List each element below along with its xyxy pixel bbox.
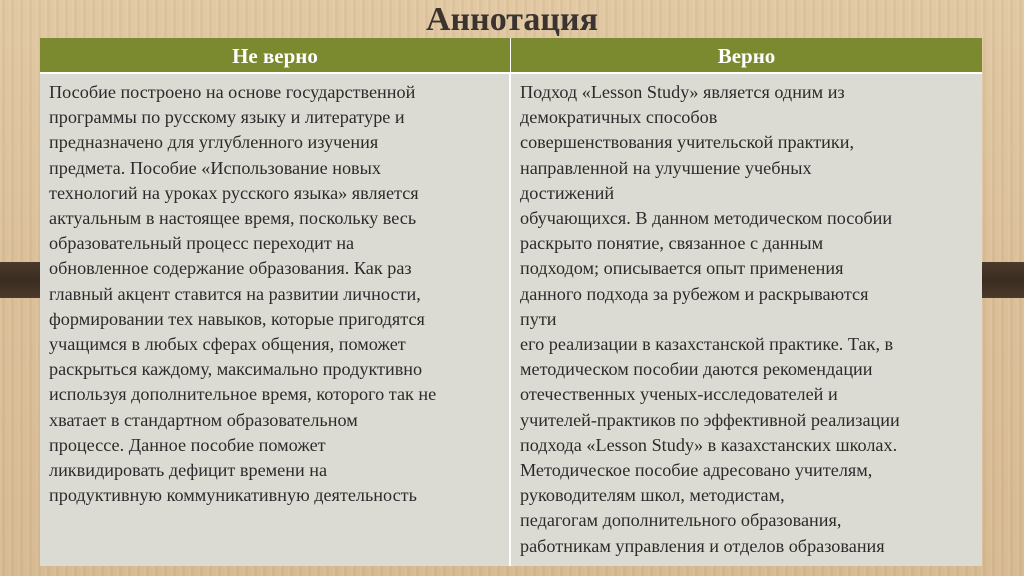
text-line: обучающихся. В данном методическом пособии bbox=[520, 208, 893, 229]
text-line: демократичных способов bbox=[520, 107, 718, 128]
text-line: учащимся в любых сферах общения, поможет bbox=[49, 334, 406, 355]
slide-title: Аннотация bbox=[426, 1, 598, 38]
text-line: ликвидировать дефицит времени на bbox=[49, 460, 328, 481]
text-line: руководителям школ, методистам, bbox=[520, 485, 785, 506]
text-line: предназначено для углубленного изучения bbox=[49, 132, 379, 153]
text-line: пути bbox=[520, 308, 557, 329]
column-header-correct: Верно bbox=[511, 38, 982, 74]
column-header-incorrect: Не верно bbox=[40, 38, 511, 74]
text-line: раскрыться каждому, максимально продуктивно bbox=[49, 359, 423, 380]
text-line: Подход «Lesson Study» является одним из bbox=[520, 82, 845, 102]
cell-incorrect-text bbox=[40, 74, 511, 566]
text-line: подхода «Lesson Study» в казахстанских школах. bbox=[520, 434, 898, 455]
text-line: его реализации в казахстанской практике. Так, в bbox=[520, 334, 894, 355]
text-line: хватает в стандартном образовательном bbox=[49, 409, 358, 430]
text-line: продуктивную коммуникативную деятельность bbox=[49, 485, 417, 506]
text-line: педагогам дополнительного образования, bbox=[520, 510, 842, 531]
text-line: образовательный процесс переходит на bbox=[49, 233, 355, 254]
text-line: используя дополнительное время, которого так не bbox=[49, 384, 437, 405]
text-line: отечественных ученых-исследователей и bbox=[520, 384, 838, 405]
text-line: Пособие построено на основе государственной bbox=[49, 82, 416, 102]
text-line: достижений bbox=[520, 182, 615, 203]
text-line: методическом пособии даются рекомендации bbox=[520, 359, 873, 380]
text-line: формировании тех навыков, которые пригодятся bbox=[49, 308, 425, 329]
text-line: технологий на уроках русского языка» является bbox=[49, 182, 419, 203]
comparison-table bbox=[40, 38, 982, 566]
text-line: данного подхода за рубежом и раскрываются bbox=[520, 283, 869, 304]
text-line: главный акцент ставится на развитии личности, bbox=[49, 283, 421, 304]
text-line: предмета. Пособие «Использование новых bbox=[49, 157, 381, 178]
text-line: актуальным в настоящее время, поскольку весь bbox=[49, 208, 417, 229]
cell-correct-text bbox=[511, 74, 982, 566]
text-line: обновленное содержание образования. Как раз bbox=[49, 258, 412, 279]
text-line: программы по русскому языку и литературе и bbox=[49, 107, 405, 128]
text-line: подходом; описывается опыт применения bbox=[520, 258, 844, 279]
text-line: направленной на улучшение учебных bbox=[520, 157, 812, 178]
text-line: Методическое пособие адресовано учителям, bbox=[520, 460, 873, 481]
text-line: процессе. Данное пособие поможет bbox=[49, 434, 326, 455]
text-line: учителей-практиков по эффективной реализации bbox=[520, 409, 900, 430]
text-line: совершенствования учительской практики, bbox=[520, 132, 855, 153]
text-line: работникам управления и отделов образования bbox=[520, 535, 885, 556]
text-line: раскрыто понятие, связанное с данным bbox=[520, 233, 824, 254]
